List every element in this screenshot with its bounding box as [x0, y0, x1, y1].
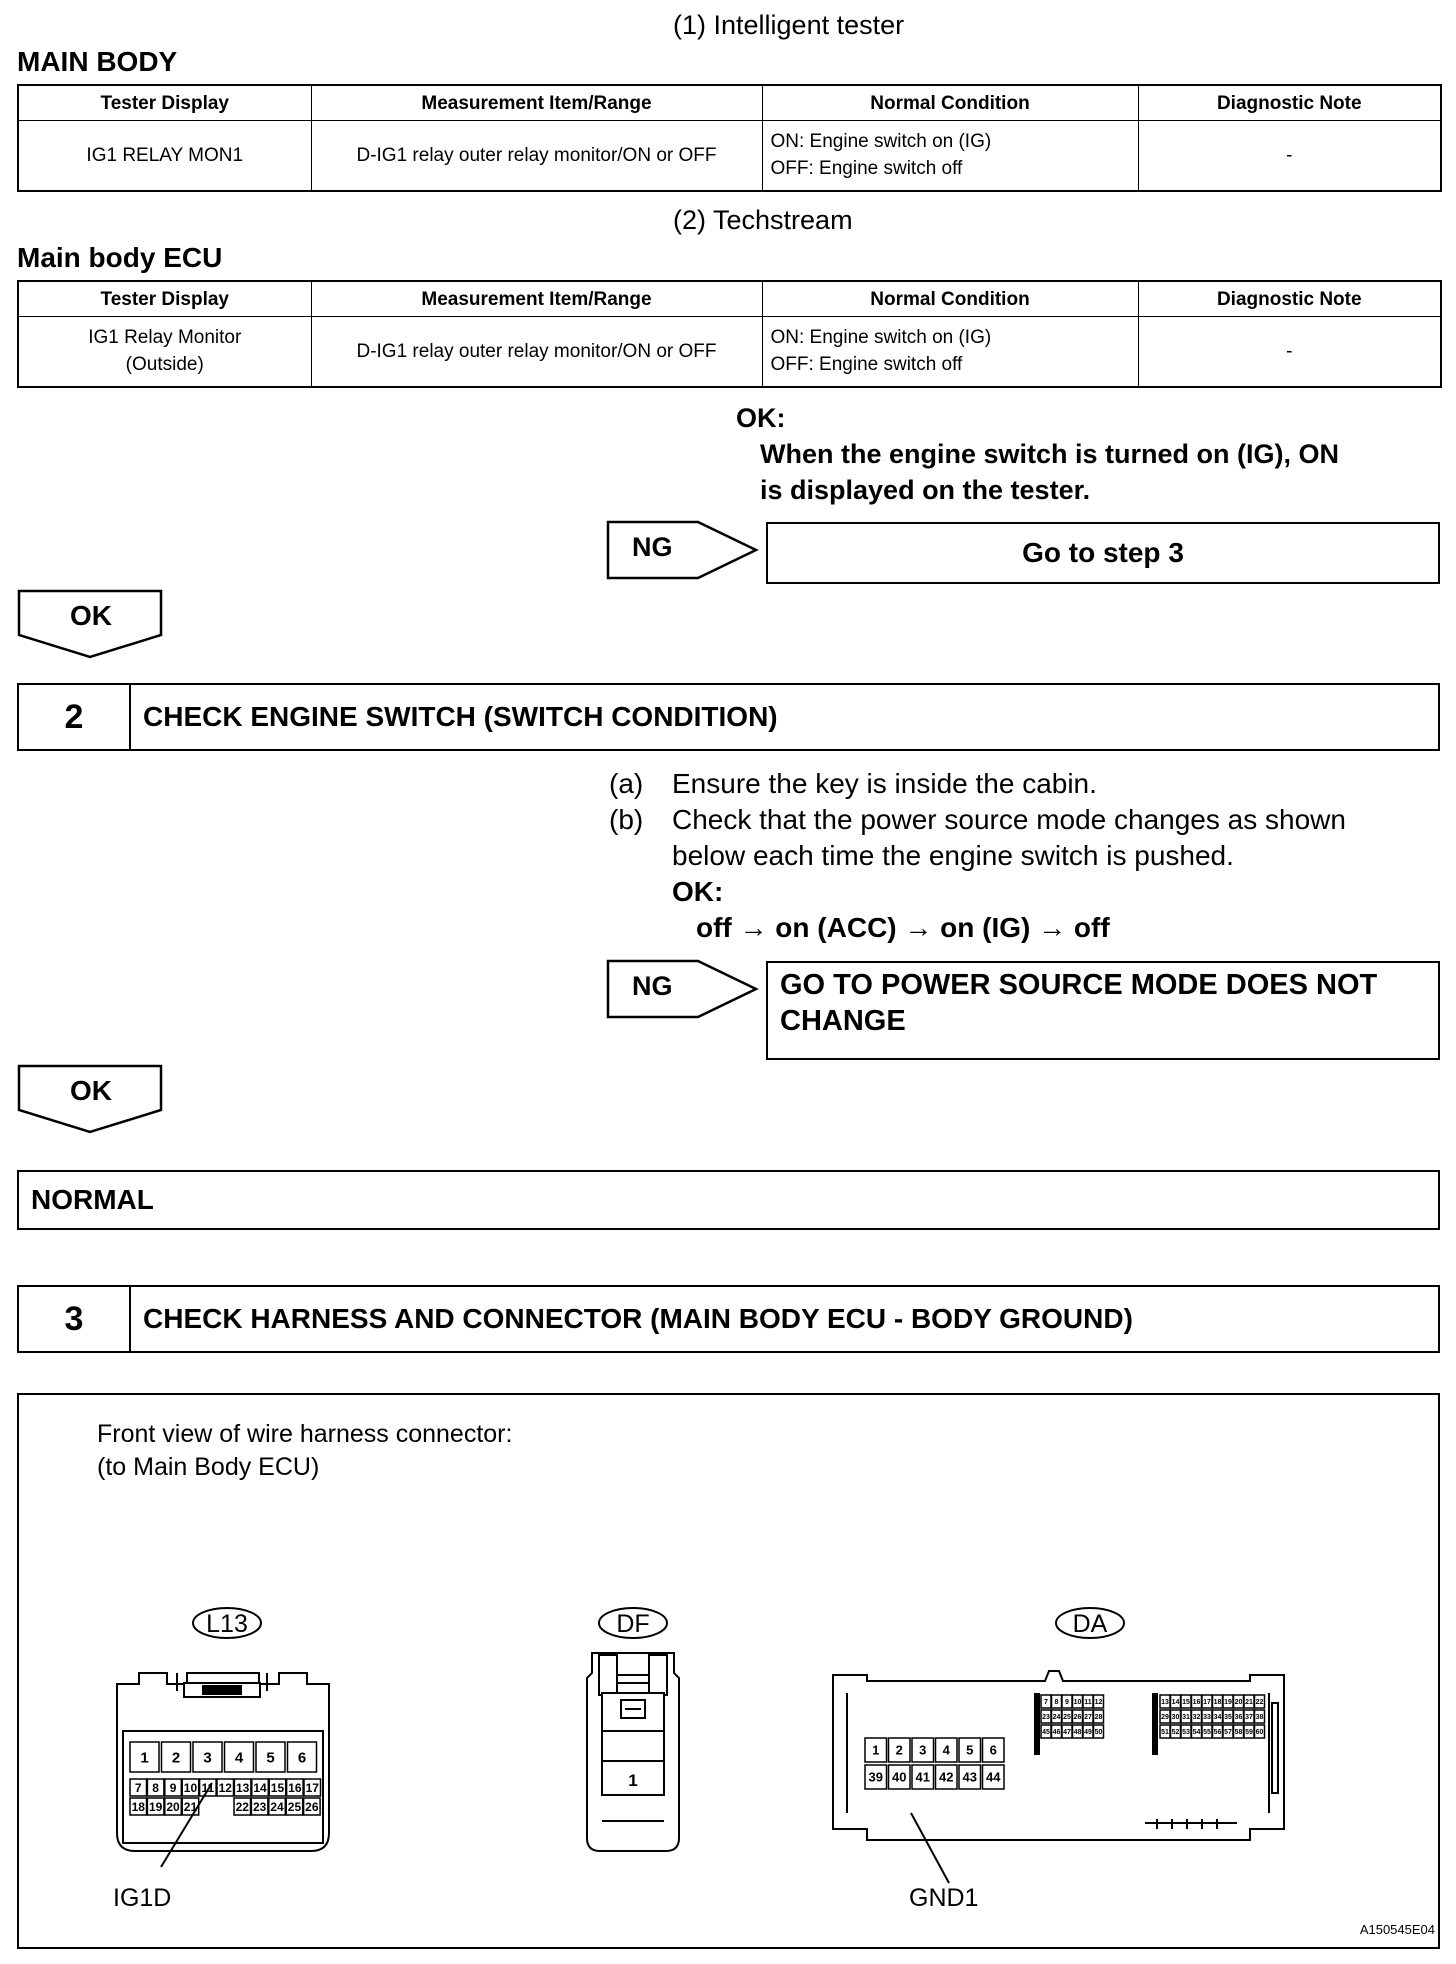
ng-target-2-line1: GO TO POWER SOURCE MODE DOES NOT	[780, 969, 1378, 1001]
connector-df	[587, 1653, 679, 1851]
header-tester-display: Tester Display	[18, 281, 311, 317]
cell-normal-condition	[762, 121, 1138, 191]
l13-pin-label: 18	[131, 1799, 145, 1814]
connector-label-df	[599, 1608, 667, 1638]
l13-pin-label: 26	[305, 1799, 319, 1814]
df-pin-1: 1	[628, 1771, 638, 1790]
step-3-number: 3	[19, 1287, 131, 1351]
l13-pin-label: 20	[166, 1799, 180, 1814]
step-b-line1: Check that the power source mode changes as shown	[672, 804, 1346, 835]
da-pin-label: 9	[1065, 1699, 1069, 1707]
da-pin-label: 8	[1054, 1699, 1059, 1707]
da-pin-label: 36	[1234, 1714, 1243, 1722]
ok-arrow-2-label: OK	[70, 1075, 112, 1106]
header-diagnostic-note: Diagnostic Note	[1138, 85, 1441, 121]
ng-target-2-line2: CHANGE	[780, 1005, 906, 1037]
ng-tag-2: NG	[632, 971, 673, 1001]
l13-pin-label: 1	[140, 1749, 149, 1767]
normal-off: OFF: Engine switch off	[770, 354, 963, 376]
label-gnd1: GND1	[909, 1884, 979, 1912]
l13-pin-label: 8	[152, 1780, 159, 1795]
section1-title: (1) Intelligent tester	[673, 10, 905, 40]
da-pin-label: 16	[1192, 1699, 1201, 1707]
ng-target-2[interactable]	[766, 961, 1440, 1060]
da-pin-label: 1	[872, 1742, 880, 1758]
da-pin-label: 25	[1063, 1714, 1071, 1722]
figure-code: A150545E04	[1359, 1922, 1435, 1937]
display-line1: IG1 Relay Monitor	[88, 327, 242, 349]
l13-pin-label: 13	[235, 1780, 250, 1795]
l13-pin-label: 15	[270, 1780, 285, 1795]
da-pin-label: 47	[1063, 1729, 1071, 1737]
da-pin-label: 29	[1161, 1714, 1169, 1722]
da-pin-label: 18	[1213, 1699, 1222, 1707]
da-pin-label: 31	[1182, 1714, 1190, 1722]
main-body-ecu-table	[17, 280, 1442, 388]
step-2-instructions	[609, 766, 1439, 946]
ng-target-1[interactable]	[766, 522, 1440, 584]
ok-criteria-1	[736, 400, 1436, 508]
da-pin-label: 50	[1094, 1729, 1103, 1737]
connector-label-l13	[193, 1608, 261, 1638]
da-pin-label: 44	[986, 1769, 1001, 1785]
normal-off: OFF: Engine switch off	[770, 158, 963, 180]
ok-label: OK:	[736, 403, 786, 433]
header-normal-condition: Normal Condition	[762, 281, 1138, 317]
da-pin-label: 12	[1094, 1699, 1103, 1707]
da-pin-label: 38	[1255, 1714, 1264, 1722]
step-2-header	[17, 683, 1440, 751]
l13-pin-label: 25	[287, 1799, 302, 1814]
cell-measurement: D-IG1 relay outer relay monitor/ON or OFF	[311, 121, 762, 191]
l13-pin-label: 19	[148, 1799, 163, 1814]
connector-label-da	[1056, 1608, 1124, 1638]
l13-pin-label: 24	[270, 1799, 284, 1814]
cell-measurement: D-IG1 relay outer relay monitor/ON or OFF	[311, 317, 762, 387]
da-pin-label: 32	[1192, 1714, 1201, 1722]
step-a-text: Ensure the key is inside the cabin.	[672, 768, 1097, 799]
header-measurement: Measurement Item/Range	[311, 281, 762, 317]
ng-target-1-text: Go to step 3	[1022, 537, 1184, 568]
da-pin-label: 35	[1224, 1714, 1232, 1722]
step-b-line2: below each time the engine switch is pushed.	[672, 840, 1234, 871]
da-pin-label: 49	[1084, 1729, 1092, 1737]
da-pin-label: 10	[1073, 1699, 1082, 1707]
da-pin-label: 40	[892, 1769, 907, 1785]
da-pin-label: 14	[1171, 1699, 1180, 1707]
da-pin-label: 53	[1182, 1729, 1190, 1737]
l13-pin-label: 22	[235, 1799, 249, 1814]
l13-pin-label: 21	[183, 1799, 198, 1814]
main-body-table	[17, 84, 1442, 192]
l13-pin-label: 7	[134, 1780, 142, 1795]
cell-tester-display: IG1 RELAY MON1	[18, 121, 311, 191]
figure-caption-line1: Front view of wire harness connector:	[97, 1420, 513, 1448]
l13-pin-label: 10	[183, 1780, 198, 1795]
ok-line2: is displayed on the tester.	[760, 475, 1091, 505]
da-pin-label: 28	[1094, 1714, 1103, 1722]
display-line2: (Outside)	[125, 354, 204, 376]
l13-pin-label: 6	[297, 1749, 307, 1767]
l13-pin-label: 16	[288, 1780, 302, 1795]
label-ig1d: IG1D	[113, 1884, 172, 1912]
figure-caption-line2: (to Main Body ECU)	[97, 1453, 320, 1481]
normal-on: ON: Engine switch on (IG)	[770, 131, 992, 153]
da-pin-label: 43	[962, 1769, 977, 1785]
da-pin-label: 56	[1213, 1729, 1222, 1737]
step-2-number: 2	[19, 685, 131, 749]
da-pin-label: 59	[1245, 1729, 1253, 1737]
l13-pin-label: 5	[266, 1749, 275, 1767]
connector-diagram	[17, 1393, 1440, 1949]
header-measurement: Measurement Item/Range	[311, 85, 762, 121]
da-pin-label: 42	[939, 1769, 954, 1785]
section1-subhead: MAIN BODY	[17, 46, 178, 77]
da-pin-label: 27	[1084, 1714, 1092, 1722]
l13-pin-label: 3	[203, 1749, 212, 1767]
l13-pin-label: 12	[218, 1780, 232, 1795]
l13-pin-label: 17	[305, 1780, 319, 1795]
da-pin-label: 45	[1042, 1729, 1050, 1737]
cell-diagnostic-note: -	[1138, 317, 1441, 387]
da-pin-label: 58	[1234, 1729, 1243, 1737]
da-pin-label: 2	[895, 1742, 903, 1758]
l13-pin-label: 2	[171, 1749, 181, 1767]
normal-box	[17, 1170, 1440, 1230]
cell-diagnostic-note: -	[1138, 121, 1441, 191]
ng-arrow-1	[606, 520, 762, 580]
da-pin-label: 13	[1161, 1699, 1169, 1707]
l13-pin-label: 4	[234, 1749, 244, 1767]
l13-pin-label: 14	[253, 1780, 267, 1795]
da-pin-label: 5	[966, 1742, 974, 1758]
da-pin-label: 52	[1171, 1729, 1180, 1737]
da-pin-label: 46	[1052, 1729, 1061, 1737]
da-pin-label: 4	[942, 1742, 950, 1758]
ok-arrow-1-label: OK	[70, 600, 112, 631]
step-2-ok-value: off → on (ACC) → on (IG) → off	[696, 912, 1110, 943]
da-pin-label: 26	[1073, 1714, 1082, 1722]
l13-pin-label: 9	[169, 1780, 177, 1795]
step-3-header	[17, 1285, 1440, 1353]
da-pin-label: 60	[1255, 1729, 1264, 1737]
da-pin-label: 54	[1192, 1729, 1201, 1737]
l13-pin-label: 11	[201, 1780, 215, 1795]
section2-subhead: Main body ECU	[17, 242, 223, 273]
da-pin-label: 19	[1224, 1699, 1232, 1707]
da-pin-label: 33	[1203, 1714, 1211, 1722]
da-pin-label: 20	[1234, 1699, 1243, 1707]
da-pin-label: 48	[1073, 1729, 1082, 1737]
l13-pin-label: 23	[252, 1799, 267, 1814]
da-pin-label: 21	[1245, 1699, 1253, 1707]
step-2-title: CHECK ENGINE SWITCH (SWITCH CONDITION)	[143, 701, 778, 732]
da-pin-label: 23	[1042, 1714, 1050, 1722]
da-pin-label: 6	[989, 1742, 997, 1758]
da-pin-label: 11	[1084, 1699, 1092, 1707]
header-tester-display: Tester Display	[18, 85, 311, 121]
step-2-ok-label: OK:	[672, 876, 724, 907]
da-pin-label: 37	[1245, 1714, 1253, 1722]
da-pin-label: 24	[1052, 1714, 1061, 1722]
header-normal-condition: Normal Condition	[762, 85, 1138, 121]
step-3-title: CHECK HARNESS AND CONNECTOR (MAIN BODY ECU - BODY GROUND)	[143, 1303, 1133, 1334]
svg-text:DF: DF	[616, 1610, 650, 1638]
step-a-letter: (a)	[609, 768, 644, 799]
svg-text:L13: L13	[206, 1610, 248, 1638]
cell-normal-condition	[762, 317, 1138, 387]
da-pin-label: 34	[1213, 1714, 1222, 1722]
da-pin-label: 41	[915, 1769, 930, 1785]
header-diagnostic-note: Diagnostic Note	[1138, 281, 1441, 317]
da-pin-label: 7	[1044, 1699, 1048, 1707]
normal-on: ON: Engine switch on (IG)	[770, 327, 992, 349]
normal-text: NORMAL	[31, 1184, 154, 1215]
step-b-letter: (b)	[609, 804, 644, 835]
da-pin-label: 22	[1255, 1699, 1264, 1707]
da-pin-label: 39	[868, 1769, 883, 1785]
cell-tester-display	[18, 317, 311, 387]
da-pin-label: 17	[1203, 1699, 1211, 1707]
da-pin-label: 15	[1182, 1699, 1190, 1707]
ng-tag-1: NG	[632, 532, 673, 562]
section2-title: (2) Techstream	[673, 205, 853, 235]
da-pin-label: 3	[919, 1742, 927, 1758]
ng-arrow-2	[606, 959, 762, 1019]
da-pin-label: 55	[1203, 1729, 1211, 1737]
ok-line1: When the engine switch is turned on (IG), ON	[760, 439, 1340, 469]
da-pin-label: 57	[1224, 1729, 1232, 1737]
da-pin-label: 51	[1161, 1729, 1169, 1737]
da-pin-label: 30	[1171, 1714, 1180, 1722]
svg-text:DA: DA	[1072, 1610, 1108, 1638]
